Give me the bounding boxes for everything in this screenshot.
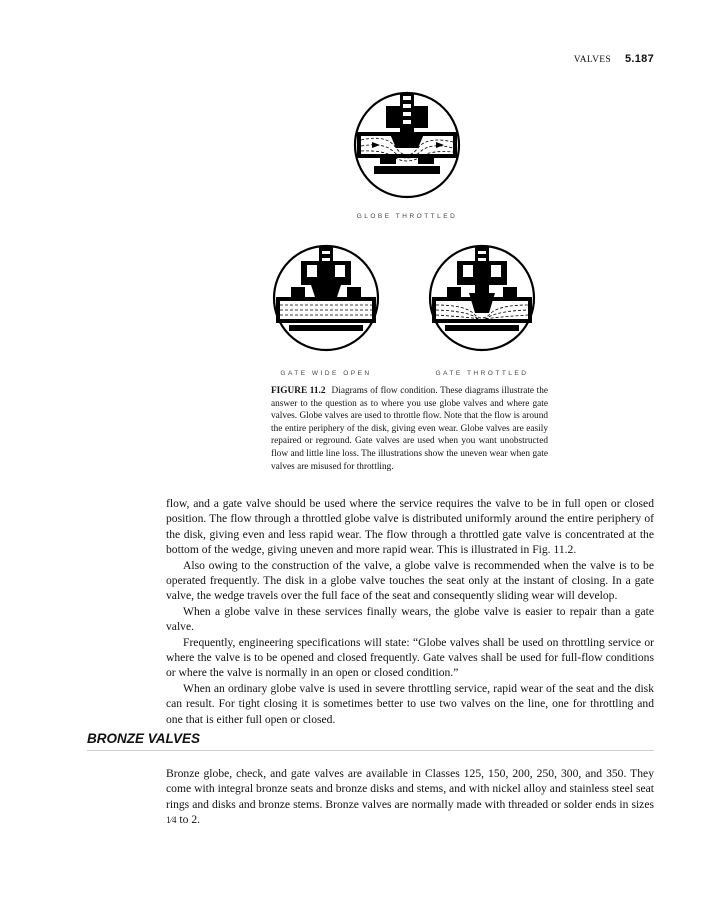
figure-caption-label: FIGURE 11.2 xyxy=(271,386,326,396)
label-globe-throttled: GLOBE THROTTLED xyxy=(356,213,458,220)
body-text xyxy=(166,496,654,727)
section-text: Bronze globe, check, and gate valves are available in Classes 125, 150, 200, 250, 300, and 350. They come with integral bronze seats and bronze disks and stems, and with nickel alloy and stainless steel seat rings and disks and bronze stems. Bronze valves are normally made with threaded or solder ends in sizes xyxy=(166,767,654,811)
section-body xyxy=(166,766,654,829)
section-heading: BRONZE VALVES xyxy=(87,731,654,751)
gate-throttled-diagram xyxy=(427,243,537,353)
running-head-section: VALVES xyxy=(573,55,611,65)
paragraph: When an ordinary globe valve is used in severe throttling service, rapid wear of the seat and the disk can result. For tight closing it is sometimes better to use two valves on the line, one for throttling and one that is either full open or closed. xyxy=(166,681,654,726)
label-gate-wide-open: GATE WIDE OPEN xyxy=(280,370,372,377)
paragraph: Frequently, engineering specifications will state: “Globe valves shall be used on throttling service or where the valve is to be opened and closed frequently. Gate valves shall be used for full-flow conditions or where the valve is normally in an open or closed condition.” xyxy=(166,635,654,680)
running-head xyxy=(574,53,654,65)
page-number: 5.187 xyxy=(624,53,654,65)
size-fraction: 1⁄4 xyxy=(166,815,177,826)
section-paragraph xyxy=(166,766,654,829)
figure-caption-text: Diagrams of flow condition. These diagrams illustrate the answer to the question as to where you use globe valves and where gate valves. Globe valves are used to throttle flow. Note that the flow is around the entire periphery of the disk, giving even wear. Globe valves are easily repaired or reground. Gate valves are used when you want unobstructed flow and little line loss. The illustrations show the uneven wear when gate valves are misused for throttling. xyxy=(271,386,548,472)
paragraph: Also owing to the construction of the valve, a globe valve is recommended when the valve is to be operated frequently. The disk in a globe valve touches the seat only at the instant of closing. In a gate valve, the wedge travels over the full face of the seat and consequently sliding wear will develop. xyxy=(166,558,654,603)
paragraph: When a globe valve in these services finally wears, the globe valve is easier to repair than a gate valve. xyxy=(166,604,654,634)
figure-caption xyxy=(271,385,548,473)
globe-throttled-diagram xyxy=(352,90,462,200)
size-end: to 2. xyxy=(179,813,201,827)
label-gate-throttled: GATE THROTTLED xyxy=(435,370,529,377)
paragraph: flow, and a gate valve should be used where the service requires the valve to be in full open or closed position. The flow through a throttled globe valve is distributed uniformly around the entire periphery of the disk, giving even and less rapid wear. The flow through a throttled gate valve is concentrated at the bottom of the wedge, giving uneven and more rapid wear. This is illustrated in Fig. 11.2. xyxy=(166,497,654,557)
gate-wide-open-diagram xyxy=(271,243,381,353)
